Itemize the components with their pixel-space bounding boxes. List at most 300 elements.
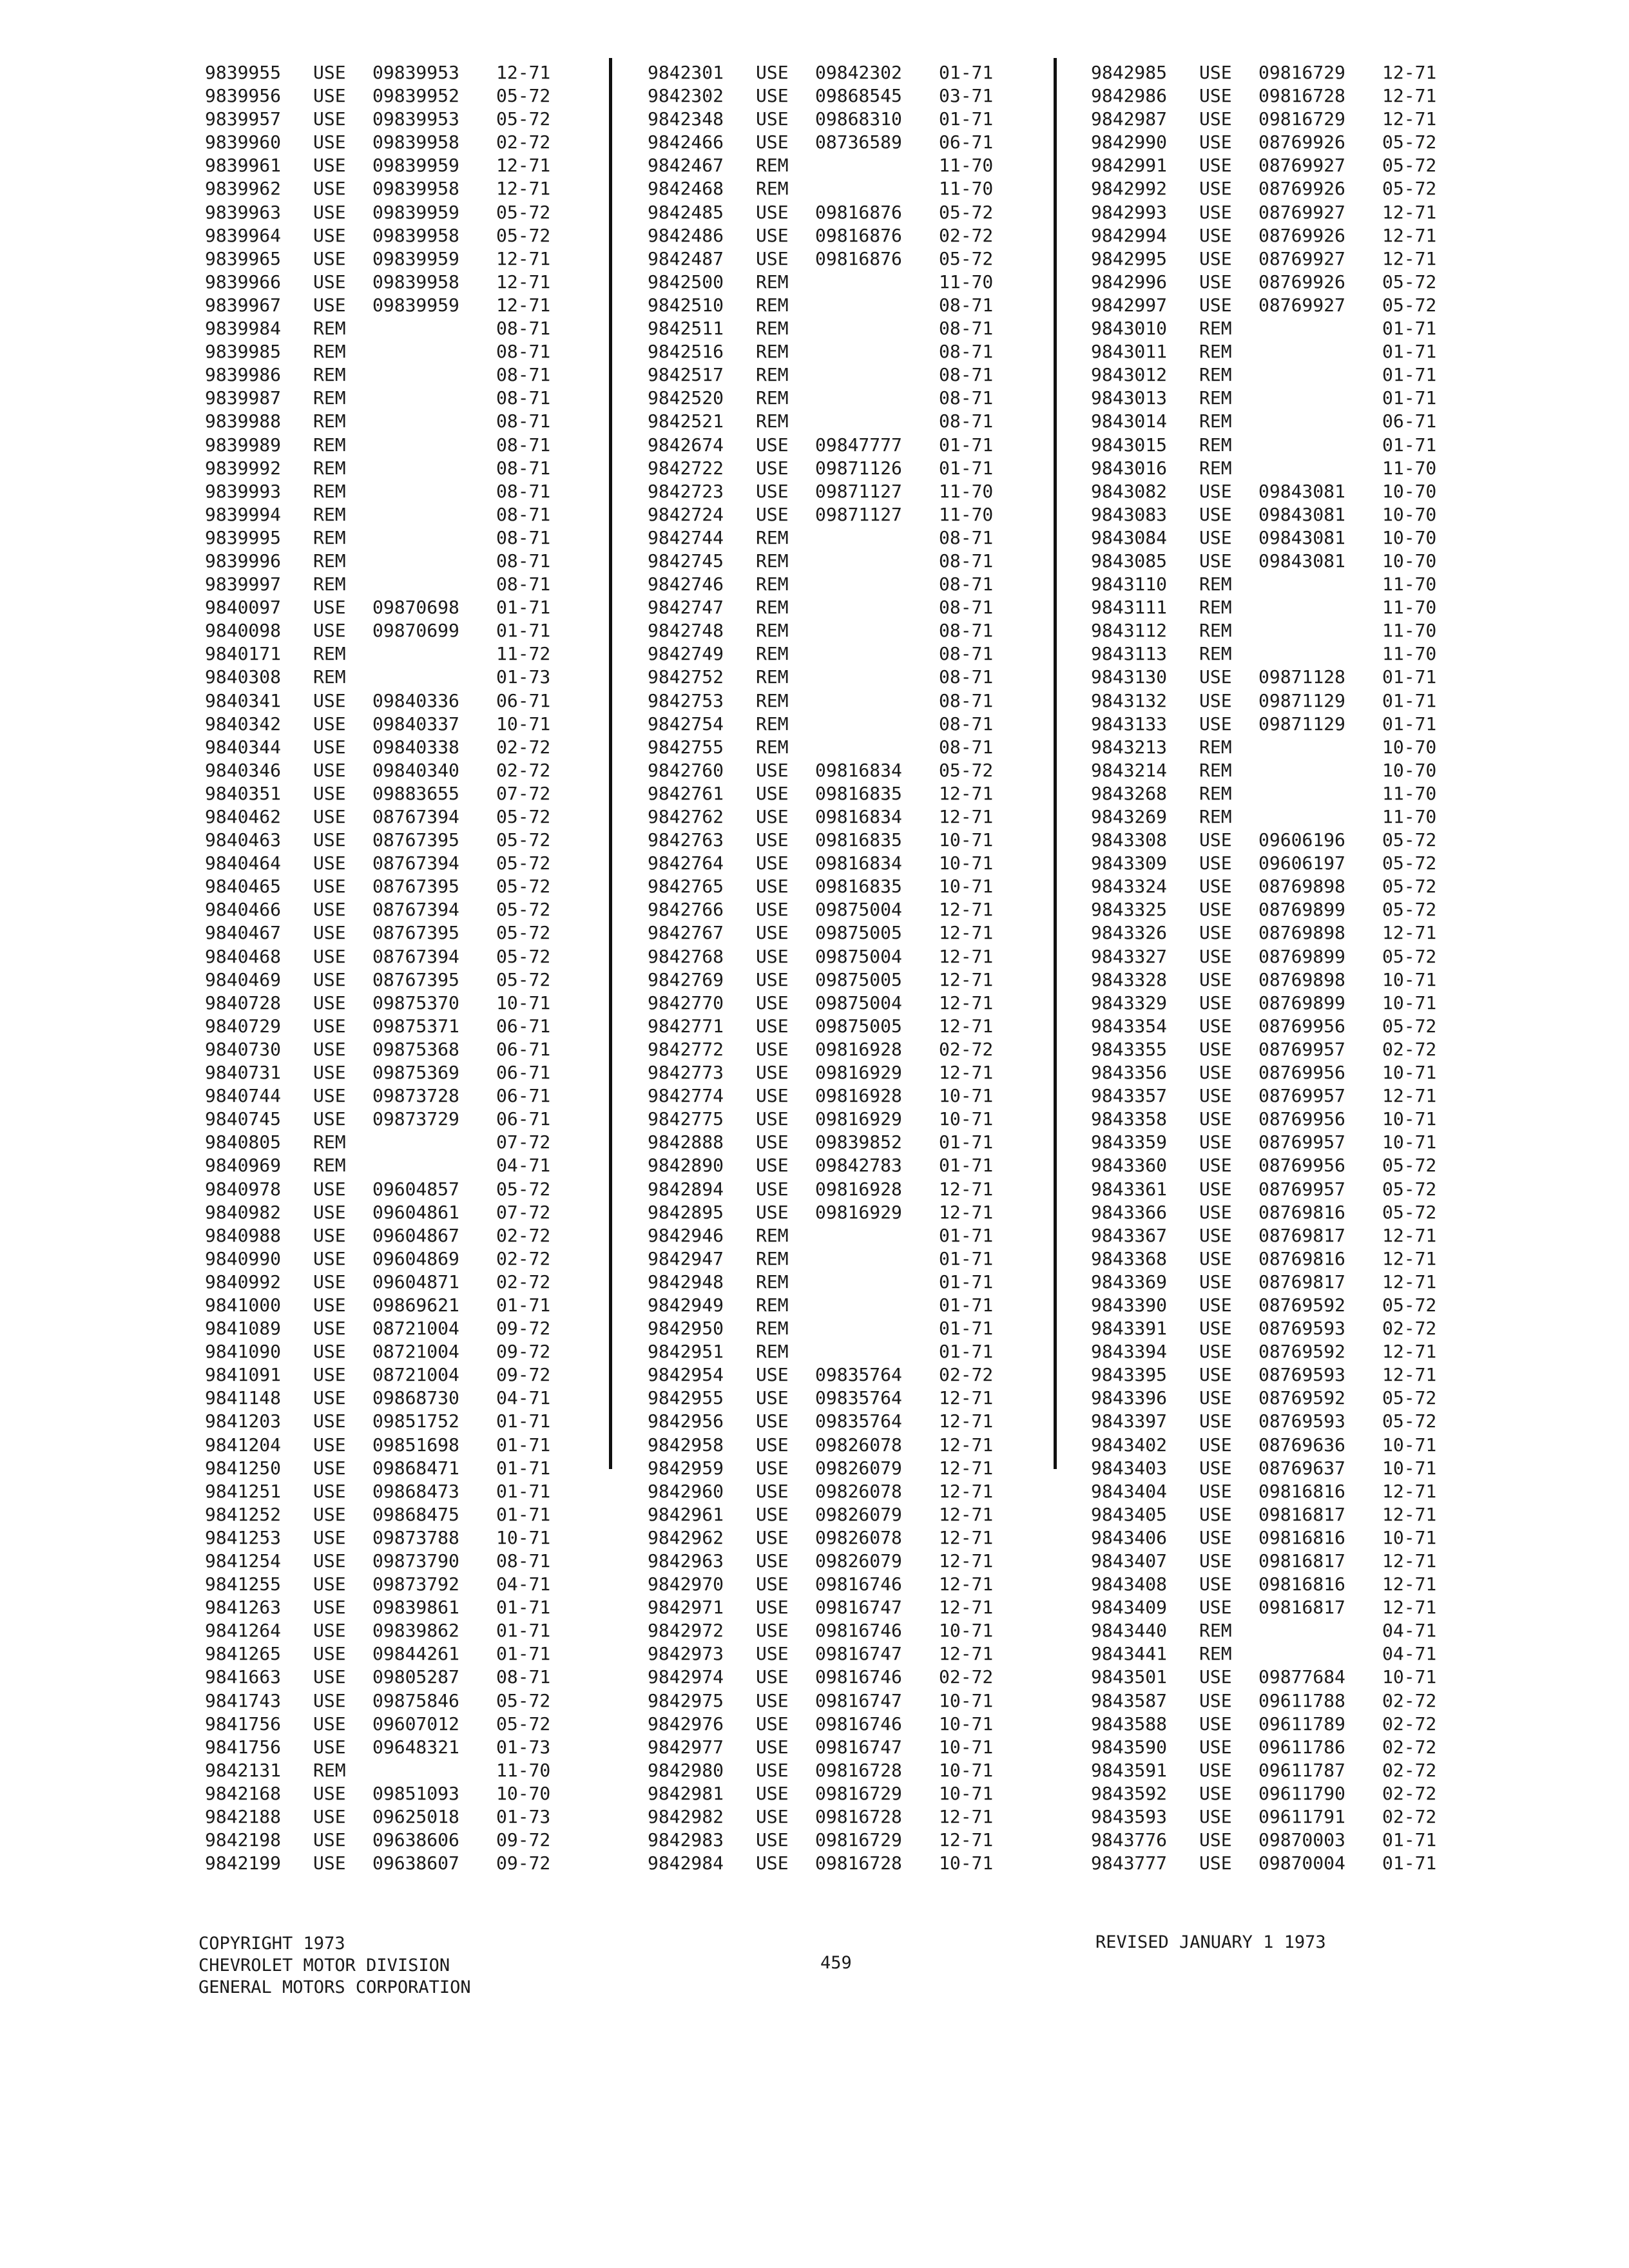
replacement-part-number: 09816729 — [815, 1829, 902, 1851]
effective-date: 12-71 — [1382, 1597, 1437, 1619]
replacement-part-number: 09816747 — [815, 1597, 902, 1619]
action-code: REM — [756, 713, 789, 735]
effective-date: 01-71 — [939, 1294, 994, 1316]
part-number: 9840463 — [205, 829, 282, 851]
effective-date: 01-71 — [1382, 666, 1437, 688]
part-number: 9842993 — [1091, 201, 1168, 223]
part-number: 9839966 — [205, 271, 282, 293]
part-number: 9843356 — [1091, 1062, 1168, 1084]
action-code: REM — [756, 1224, 789, 1246]
effective-date: 05-72 — [496, 945, 551, 967]
replacement-part-number: 08769926 — [1258, 131, 1345, 153]
effective-date: 12-71 — [939, 782, 994, 804]
effective-date: 05-72 — [939, 759, 994, 781]
replacement-part-number: 08769593 — [1258, 1410, 1345, 1432]
replacement-part-number: 08769926 — [1258, 224, 1345, 246]
action-code: USE — [1199, 1294, 1232, 1316]
part-number: 9840467 — [205, 922, 282, 944]
action-code: USE — [756, 968, 789, 990]
replacement-part-number: 09816835 — [815, 829, 902, 851]
action-code: REM — [756, 643, 789, 665]
action-code: REM — [313, 341, 346, 363]
action-code: USE — [756, 852, 789, 874]
effective-date: 12-71 — [939, 899, 994, 921]
part-number: 9842954 — [648, 1364, 724, 1386]
replacement-part-number: 09604871 — [372, 1271, 459, 1293]
effective-date: 05-72 — [1382, 271, 1437, 293]
action-code: USE — [313, 108, 346, 130]
replacement-part-number: 09611789 — [1258, 1713, 1345, 1735]
part-number: 9842996 — [1091, 271, 1168, 293]
effective-date: 12-71 — [939, 1643, 994, 1665]
effective-date: 11-70 — [1382, 643, 1437, 665]
part-number: 9842888 — [648, 1131, 724, 1153]
action-code: USE — [756, 1131, 789, 1153]
replacement-part-number: 09875005 — [815, 1015, 902, 1037]
effective-date: 08-71 — [496, 318, 551, 340]
part-number: 9843110 — [1091, 573, 1168, 595]
part-number: 9843409 — [1091, 1597, 1168, 1619]
effective-date: 12-71 — [939, 1480, 994, 1502]
action-code: USE — [1199, 1341, 1232, 1363]
part-number: 9842517 — [648, 364, 724, 386]
effective-date: 12-71 — [939, 1178, 994, 1200]
part-number: 9840978 — [205, 1178, 282, 1200]
action-code: REM — [313, 410, 346, 432]
effective-date: 12-71 — [939, 992, 994, 1014]
action-code: USE — [1199, 1062, 1232, 1084]
action-code: USE — [1199, 1503, 1232, 1525]
effective-date: 01-71 — [496, 1457, 551, 1479]
part-number: 9842963 — [648, 1550, 724, 1571]
effective-date: 10-71 — [1382, 1457, 1437, 1479]
part-number: 9841265 — [205, 1643, 282, 1665]
part-number: 9842486 — [648, 224, 724, 246]
part-number: 9842199 — [205, 1852, 282, 1874]
action-code: USE — [313, 1550, 346, 1571]
replacement-part-number: 08767394 — [372, 899, 459, 921]
part-number: 9842753 — [648, 689, 724, 711]
effective-date: 08-71 — [939, 550, 994, 572]
effective-date: 12-71 — [939, 1434, 994, 1456]
replacement-part-number: 08769898 — [1258, 876, 1345, 898]
action-code: USE — [313, 876, 346, 898]
replacement-part-number: 09826079 — [815, 1457, 902, 1479]
effective-date: 06-71 — [496, 1062, 551, 1084]
action-code: USE — [313, 1713, 346, 1735]
effective-date: 06-71 — [496, 689, 551, 711]
part-number: 9841263 — [205, 1597, 282, 1619]
action-code: USE — [313, 1852, 346, 1874]
replacement-part-number: 09851752 — [372, 1410, 459, 1432]
effective-date: 08-71 — [496, 573, 551, 595]
effective-date: 06-71 — [496, 1108, 551, 1130]
action-code: USE — [756, 224, 789, 246]
effective-date: 02-72 — [939, 1364, 994, 1386]
action-code: USE — [313, 806, 346, 827]
action-code: REM — [313, 573, 346, 595]
action-code: USE — [313, 247, 346, 269]
effective-date: 12-71 — [1382, 1247, 1437, 1269]
action-code: USE — [313, 1410, 346, 1432]
part-number: 9843082 — [1091, 480, 1168, 502]
effective-date: 02-72 — [939, 1038, 994, 1060]
part-number: 9842987 — [1091, 108, 1168, 130]
action-code: USE — [313, 1271, 346, 1293]
part-number: 9842468 — [648, 178, 724, 200]
part-number: 9842188 — [205, 1806, 282, 1828]
action-code: USE — [1199, 992, 1232, 1014]
action-code: USE — [313, 1108, 346, 1130]
replacement-part-number: 08769898 — [1258, 968, 1345, 990]
part-number: 9842991 — [1091, 155, 1168, 177]
action-code: USE — [756, 922, 789, 944]
part-number: 9843440 — [1091, 1620, 1168, 1642]
effective-date: 09-72 — [496, 1829, 551, 1851]
action-code: REM — [1199, 806, 1232, 827]
replacement-part-number: 09835764 — [815, 1364, 902, 1386]
part-number: 9840464 — [205, 852, 282, 874]
part-number: 9842992 — [1091, 178, 1168, 200]
part-number: 9842760 — [648, 759, 724, 781]
replacement-part-number: 09877684 — [1258, 1666, 1345, 1688]
part-number: 9842994 — [1091, 224, 1168, 246]
effective-date: 12-71 — [939, 945, 994, 967]
copyright-line: COPYRIGHT 1973 — [198, 1934, 345, 1954]
page-number: 459 — [820, 1953, 852, 1973]
action-code: USE — [756, 992, 789, 1014]
part-number: 9843587 — [1091, 1689, 1168, 1711]
replacement-part-number: 09816816 — [1258, 1573, 1345, 1595]
part-number: 9842763 — [648, 829, 724, 851]
effective-date: 05-72 — [496, 922, 551, 944]
part-number: 9839993 — [205, 480, 282, 502]
part-number: 9843406 — [1091, 1526, 1168, 1548]
action-code: USE — [1199, 271, 1232, 293]
action-code: USE — [313, 1015, 346, 1037]
part-number: 9843777 — [1091, 1852, 1168, 1874]
action-code: USE — [313, 1806, 346, 1828]
part-number: 9842961 — [648, 1503, 724, 1525]
effective-date: 07-72 — [496, 1131, 551, 1153]
effective-date: 12-71 — [1382, 1364, 1437, 1386]
action-code: USE — [313, 689, 346, 711]
part-number: 9842977 — [648, 1736, 724, 1758]
replacement-part-number: 09816747 — [815, 1643, 902, 1665]
effective-date: 12-71 — [1382, 1503, 1437, 1525]
action-code: USE — [756, 1782, 789, 1804]
action-code: USE — [756, 1736, 789, 1758]
part-number: 9843408 — [1091, 1573, 1168, 1595]
action-code: USE — [1199, 247, 1232, 269]
part-number: 9840982 — [205, 1201, 282, 1223]
replacement-part-number: 09871126 — [815, 457, 902, 479]
action-code: REM — [1199, 782, 1232, 804]
effective-date: 12-71 — [1382, 1224, 1437, 1246]
effective-date: 11-70 — [939, 178, 994, 200]
action-code: USE — [756, 1759, 789, 1781]
action-code: USE — [313, 1666, 346, 1688]
action-code: REM — [1199, 573, 1232, 595]
part-number: 9842894 — [648, 1178, 724, 1200]
part-number: 9842516 — [648, 341, 724, 363]
action-code: REM — [756, 736, 789, 758]
effective-date: 10-71 — [939, 852, 994, 874]
action-code: USE — [1199, 178, 1232, 200]
action-code: USE — [1199, 1759, 1232, 1781]
action-code: USE — [313, 62, 346, 83]
replacement-part-number: 09843081 — [1258, 503, 1345, 525]
replacement-part-number: 08767394 — [372, 945, 459, 967]
part-number: 9843358 — [1091, 1108, 1168, 1130]
action-code: USE — [1199, 1201, 1232, 1223]
effective-date: 11-70 — [939, 271, 994, 293]
effective-date: 12-71 — [939, 806, 994, 827]
effective-date: 01-71 — [939, 457, 994, 479]
replacement-part-number: 08769956 — [1258, 1108, 1345, 1130]
part-number: 9841255 — [205, 1573, 282, 1595]
part-number: 9842302 — [648, 85, 724, 107]
replacement-part-number: 09816817 — [1258, 1503, 1345, 1525]
replacement-part-number: 09839959 — [372, 247, 459, 269]
effective-date: 05-72 — [939, 201, 994, 223]
effective-date: 05-72 — [1382, 178, 1437, 200]
effective-date: 12-71 — [1382, 201, 1437, 223]
part-number: 9843404 — [1091, 1480, 1168, 1502]
replacement-part-number: 08721004 — [372, 1318, 459, 1340]
effective-date: 01-71 — [1382, 387, 1437, 409]
replacement-part-number: 09611788 — [1258, 1689, 1345, 1711]
replacement-part-number: 08769927 — [1258, 294, 1345, 316]
effective-date: 10-71 — [939, 1759, 994, 1781]
part-number: 9839987 — [205, 387, 282, 409]
part-number: 9843309 — [1091, 852, 1168, 874]
action-code: USE — [1199, 1085, 1232, 1107]
effective-date: 08-71 — [496, 387, 551, 409]
action-code: REM — [756, 1294, 789, 1316]
part-number: 9842956 — [648, 1410, 724, 1432]
part-number: 9842348 — [648, 108, 724, 130]
part-number: 9842975 — [648, 1689, 724, 1711]
part-number: 9841250 — [205, 1457, 282, 1479]
action-code: REM — [756, 341, 789, 363]
action-code: USE — [756, 1597, 789, 1619]
action-code: USE — [756, 1062, 789, 1084]
replacement-part-number: 09839953 — [372, 62, 459, 83]
action-code: USE — [756, 480, 789, 502]
part-number: 9839957 — [205, 108, 282, 130]
effective-date: 08-71 — [939, 526, 994, 548]
action-code: USE — [313, 201, 346, 223]
part-number: 9840351 — [205, 782, 282, 804]
replacement-part-number: 08769593 — [1258, 1364, 1345, 1386]
effective-date: 11-70 — [939, 480, 994, 502]
part-number: 9841204 — [205, 1434, 282, 1456]
effective-date: 12-71 — [1382, 108, 1437, 130]
action-code: USE — [756, 829, 789, 851]
replacement-part-number: 09851698 — [372, 1434, 459, 1456]
part-number: 9843015 — [1091, 434, 1168, 456]
action-code: USE — [313, 155, 346, 177]
part-number: 9843214 — [1091, 759, 1168, 781]
part-number: 9843111 — [1091, 597, 1168, 619]
part-number: 9839964 — [205, 224, 282, 246]
part-number: 9842970 — [648, 1573, 724, 1595]
replacement-part-number: 08769957 — [1258, 1038, 1345, 1060]
part-number: 9843369 — [1091, 1271, 1168, 1293]
action-code: USE — [313, 1457, 346, 1479]
effective-date: 05-72 — [496, 899, 551, 921]
replacement-part-number: 09805287 — [372, 1666, 459, 1688]
effective-date: 12-71 — [939, 1550, 994, 1571]
action-code: USE — [313, 968, 346, 990]
part-number: 9840468 — [205, 945, 282, 967]
replacement-part-number: 09835764 — [815, 1387, 902, 1409]
effective-date: 06-71 — [1382, 410, 1437, 432]
action-code: USE — [756, 434, 789, 456]
effective-date: 12-71 — [939, 1062, 994, 1084]
action-code: USE — [1199, 1387, 1232, 1409]
action-code: REM — [313, 1155, 346, 1177]
effective-date: 01-71 — [496, 620, 551, 642]
effective-date: 11-70 — [1382, 806, 1437, 827]
part-number: 9843357 — [1091, 1085, 1168, 1107]
effective-date: 02-72 — [1382, 1038, 1437, 1060]
part-number: 9842990 — [1091, 131, 1168, 153]
effective-date: 10-71 — [496, 713, 551, 735]
effective-date: 12-71 — [1382, 247, 1437, 269]
effective-date: 01-71 — [496, 1643, 551, 1665]
effective-date: 12-71 — [496, 155, 551, 177]
part-number: 9841203 — [205, 1410, 282, 1432]
action-code: USE — [1199, 1689, 1232, 1711]
action-code: USE — [1199, 1131, 1232, 1153]
part-number: 9842948 — [648, 1271, 724, 1293]
action-code: REM — [1199, 736, 1232, 758]
effective-date: 10-71 — [939, 1689, 994, 1711]
effective-date: 11-70 — [496, 1759, 551, 1781]
replacement-part-number: 09875004 — [815, 945, 902, 967]
part-number: 9842972 — [648, 1620, 724, 1642]
effective-date: 05-72 — [496, 852, 551, 874]
action-code: USE — [756, 1550, 789, 1571]
effective-date: 10-71 — [1382, 992, 1437, 1014]
replacement-part-number: 08769637 — [1258, 1457, 1345, 1479]
part-number: 9839963 — [205, 201, 282, 223]
action-code: USE — [313, 1829, 346, 1851]
effective-date: 09-72 — [496, 1318, 551, 1340]
effective-date: 11-72 — [496, 643, 551, 665]
action-code: USE — [1199, 852, 1232, 874]
effective-date: 01-71 — [939, 62, 994, 83]
action-code: USE — [313, 922, 346, 944]
part-number: 9842752 — [648, 666, 724, 688]
action-code: USE — [1199, 480, 1232, 502]
action-code: USE — [1199, 131, 1232, 153]
action-code: USE — [756, 108, 789, 130]
effective-date: 07-72 — [496, 782, 551, 804]
part-number: 9841253 — [205, 1526, 282, 1548]
effective-date: 08-71 — [939, 318, 994, 340]
effective-date: 12-71 — [1382, 1085, 1437, 1107]
effective-date: 12-71 — [496, 62, 551, 83]
effective-date: 04-71 — [1382, 1620, 1437, 1642]
effective-date: 12-71 — [939, 1387, 994, 1409]
replacement-part-number: 09816876 — [815, 201, 902, 223]
action-code: USE — [756, 1434, 789, 1456]
effective-date: 06-71 — [939, 131, 994, 153]
effective-date: 10-70 — [496, 1782, 551, 1804]
effective-date: 08-71 — [939, 364, 994, 386]
action-code: USE — [313, 1782, 346, 1804]
part-number: 9839994 — [205, 503, 282, 525]
effective-date: 08-71 — [496, 1550, 551, 1571]
replacement-part-number: 09871128 — [1258, 666, 1345, 688]
effective-date: 11-70 — [1382, 782, 1437, 804]
effective-date: 11-70 — [1382, 573, 1437, 595]
action-code: USE — [1199, 1108, 1232, 1130]
part-number: 9842765 — [648, 876, 724, 898]
effective-date: 01-71 — [1382, 1829, 1437, 1851]
part-number: 9842770 — [648, 992, 724, 1014]
effective-date: 02-72 — [939, 224, 994, 246]
effective-date: 10-71 — [939, 1736, 994, 1758]
action-code: USE — [756, 759, 789, 781]
action-code: USE — [1199, 945, 1232, 967]
part-number: 9842997 — [1091, 294, 1168, 316]
action-code: USE — [1199, 1736, 1232, 1758]
action-code: USE — [756, 1155, 789, 1177]
replacement-part-number: 09873788 — [372, 1526, 459, 1548]
replacement-part-number: 09816747 — [815, 1689, 902, 1711]
replacement-part-number: 09875004 — [815, 899, 902, 921]
effective-date: 08-71 — [939, 387, 994, 409]
effective-date: 10-70 — [1382, 480, 1437, 502]
action-code: USE — [1199, 1852, 1232, 1874]
replacement-part-number: 09875371 — [372, 1015, 459, 1037]
effective-date: 02-72 — [1382, 1713, 1437, 1735]
part-number: 9839989 — [205, 434, 282, 456]
action-code: REM — [756, 364, 789, 386]
replacement-part-number: 09875369 — [372, 1062, 459, 1084]
part-number: 9842724 — [648, 503, 724, 525]
action-code: USE — [1199, 1364, 1232, 1386]
part-number: 9843501 — [1091, 1666, 1168, 1688]
replacement-part-number: 09816746 — [815, 1713, 902, 1735]
action-code: REM — [756, 526, 789, 548]
action-code: REM — [313, 643, 346, 665]
part-number: 9840730 — [205, 1038, 282, 1060]
replacement-part-number: 09839958 — [372, 224, 459, 246]
replacement-part-number: 09816747 — [815, 1736, 902, 1758]
effective-date: 05-72 — [496, 1713, 551, 1735]
part-number: 9842766 — [648, 899, 724, 921]
part-number: 9843593 — [1091, 1806, 1168, 1828]
replacement-part-number: 08767395 — [372, 829, 459, 851]
part-number: 9839985 — [205, 341, 282, 363]
effective-date: 07-72 — [496, 1201, 551, 1223]
replacement-part-number: 08767394 — [372, 806, 459, 827]
action-code: REM — [756, 410, 789, 432]
effective-date: 12-71 — [1382, 1271, 1437, 1293]
action-code: USE — [756, 1108, 789, 1130]
effective-date: 12-71 — [939, 922, 994, 944]
replacement-part-number: 09816834 — [815, 806, 902, 827]
part-number: 9843308 — [1091, 829, 1168, 851]
part-number: 9840990 — [205, 1247, 282, 1269]
action-code: USE — [1199, 1224, 1232, 1246]
effective-date: 01-73 — [496, 666, 551, 688]
